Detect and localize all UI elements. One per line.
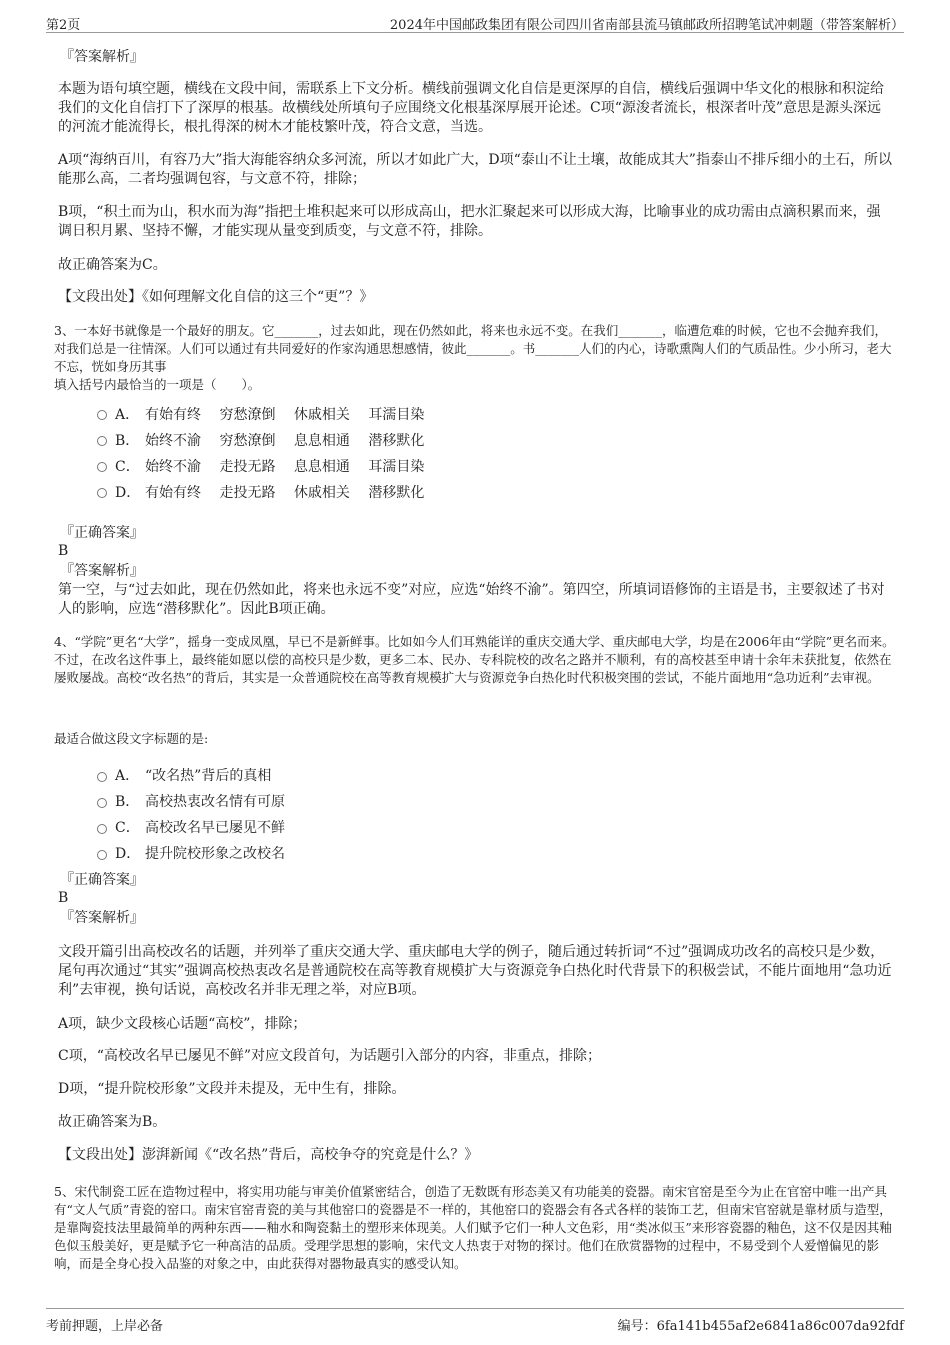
q3-option-d[interactable] bbox=[115, 482, 515, 502]
q4-source: 【文段出处】澎湃新闻《“改名热”背后，高校争夺的究竟是什么？》 bbox=[58, 1147, 479, 1163]
q3-option-b-radio[interactable] bbox=[97, 436, 107, 446]
q4-option-d[interactable] bbox=[115, 843, 415, 863]
q4-stem: 4、“学院”更名“大学”，摇身一变成凤凰，早已不是新鲜事。比如如今人们耳熟能详的重庆交通大学、重庆邮电大学，均是在2006年由“学院”更名而来。不过，在改名这件事上，最终能如愿以偿的高校只是少数，更多二本、民办、专科院校的改名之路并不顺利，有的高校甚至申请十余年未获批复，依然在屡败屡战。高校“改名热”的背后，其实是一众普通院校在高等教育规模扩大与资源竞争白热化时代积极突围的尝试，不能片面地用“急功近利”去审视。 bbox=[54, 634, 895, 685]
q4-answer: B bbox=[58, 890, 69, 906]
q3-prompt: 填入括号内最恰当的一项是（ ）。 bbox=[54, 377, 261, 392]
option-label: B． bbox=[115, 794, 140, 810]
q3-option-a[interactable] bbox=[115, 404, 515, 424]
q3-stem: 3、一本好书就像是一个最好的朋友。它_______，过去如此，现在仍然如此，将来也永远不变。在我们_______，临遭危难的时候，它也不会抛弃我们，对我们总是一往情深。人们可以通过有共同爱好的作家沟通思想感情，彼此_______。书_______人们的内心，诗歌熏陶人们的气质品性。少小所习，老大不忘，恍如身历其事 bbox=[54, 323, 892, 374]
q4-analysis-para2: A项，缺少文段核心话题“高校”，排除； bbox=[58, 1016, 307, 1032]
option-text: 高校改名早已屡见不鲜 bbox=[145, 820, 285, 836]
document-title: 2024年中国邮政集团有限公司四川省南部县流马镇邮政所招聘笔试冲刺题（带答案解析） bbox=[389, 18, 904, 33]
q4-analysis-para3: C项，“高校改名早已屡见不鲜”对应文段首句，为话题引入部分的内容，非重点，排除； bbox=[58, 1048, 602, 1064]
q2-conclusion: 故正确答案为C。 bbox=[58, 257, 167, 273]
page-header bbox=[46, 10, 904, 33]
option-text: 有始有终 穷愁潦倒 休戚相关 耳濡目染 bbox=[145, 407, 425, 423]
q4-option-b[interactable] bbox=[115, 791, 415, 811]
q4-option-c[interactable] bbox=[115, 817, 415, 837]
q4-option-a[interactable] bbox=[115, 765, 415, 785]
option-text: 始终不渝 穷愁潦倒 息息相通 潜移默化 bbox=[145, 433, 425, 449]
q4-analysis-heading: 『答案解析』 bbox=[60, 910, 144, 926]
q3-option-d-radio[interactable] bbox=[97, 488, 107, 498]
q4-option-a-radio[interactable] bbox=[97, 772, 107, 782]
q2-analysis-heading: 『答案解析』 bbox=[60, 49, 144, 65]
q4-conclusion: 故正确答案为B。 bbox=[58, 1114, 167, 1130]
option-text: 高校热衷改名情有可原 bbox=[145, 794, 285, 810]
q2-source: 【文段出处】《如何理解文化自信的这三个“更”？》 bbox=[58, 289, 374, 305]
document-code: 编号：6fa141b455af2e6841a86c007da92fdf bbox=[617, 1319, 904, 1334]
q4-prompt: 最适合做这段文字标题的是: bbox=[54, 731, 209, 746]
option-label: D． bbox=[115, 485, 141, 501]
option-text: 始终不渝 走投无路 息息相通 耳濡目染 bbox=[145, 459, 425, 475]
option-label: A． bbox=[115, 768, 140, 784]
q3-option-c[interactable] bbox=[115, 456, 515, 476]
option-text: 提升院校形象之改校名 bbox=[145, 846, 285, 862]
option-label: C． bbox=[115, 820, 140, 836]
page-number: 第2页 bbox=[46, 18, 81, 33]
q4-option-b-radio[interactable] bbox=[97, 798, 107, 808]
option-label: B． bbox=[115, 433, 140, 449]
q2-analysis-para2: A项“海纳百川，有容乃大”指大海能容纳众多河流，所以才如此广大，D项“泰山不让土壤，故能成其大”指泰山不排斥细小的土石，所以能那么高，二者均强调包容，与文意不符，排除； bbox=[58, 152, 892, 187]
q4-analysis-para4: D项，“提升院校形象”文段并未提及，无中生有，排除。 bbox=[58, 1081, 406, 1097]
q3-option-b[interactable] bbox=[115, 430, 515, 450]
footer-slogan: 考前押题，上岸必备 bbox=[46, 1319, 164, 1334]
q5-stem: 5、宋代制瓷工匠在造物过程中，将实用功能与审美价值紧密结合，创造了无数既有形态美又有功能美的瓷器。南宋官窑是至今为止在官窑中唯一出产具有“文人气质”青瓷的窑口。南宋官窑青瓷的美与其他窑口的瓷器是不一样的，其他窑口的瓷器会有各式各样的装饰工艺，但南宋官窑就是靠材质与造型，是靠陶瓷技法里最简单的两种东西——釉水和陶瓷黏土的塑形来体现美。人们赋予它们一种人文色彩，用“类冰似玉”来形容瓷器的釉色，这不仅是因其釉色似玉般美好，更是赋予它一种高洁的品质。受理学思想的影响，宋代文人热衷于对物的探讨。他们在欣赏器物的过程中，不易受到个人爱憎偏见的影响，而是全身心投入品鉴的对象之中，由此获得对器物最真实的感受认知。 bbox=[54, 1184, 892, 1271]
q3-option-a-radio[interactable] bbox=[97, 410, 107, 420]
q4-option-d-radio[interactable] bbox=[97, 850, 107, 860]
option-label: D． bbox=[115, 846, 141, 862]
page-footer bbox=[46, 1308, 904, 1333]
q3-option-c-radio[interactable] bbox=[97, 462, 107, 472]
q4-answer-heading: 『正确答案』 bbox=[60, 872, 144, 888]
q3-answer: B bbox=[58, 543, 69, 559]
q3-analysis-heading: 『答案解析』 bbox=[60, 563, 144, 579]
q2-analysis-para3: B项，“积土而为山，积水而为海”指把土堆积起来可以形成高山，把水汇聚起来可以形成大海，比喻事业的成功需由点滴积累而来，强调日积月累、坚持不懈，才能实现从量变到质变，与文意不符，排除。 bbox=[58, 204, 881, 239]
option-text: “改名热”背后的真相 bbox=[145, 768, 272, 784]
q2-analysis-para1: 本题为语句填空题，横线在文段中间，需联系上下文分析。横线前强调文化自信是更深厚的自信，横线后强调中华文化的根脉和积淀给我们的文化自信打下了深厚的根基。故横线处所填句子应围绕文化根基深厚展开论述。C项“源浚者流长，根深者叶茂”意思是源头深远的河流才能流得长，根扎得深的树木才能枝繁叶茂，符合文意，当选。 bbox=[58, 81, 884, 135]
q4-analysis-para1: 文段开篇引出高校改名的话题，并列举了重庆交通大学、重庆邮电大学的例子，随后通过转折词“不过”强调成功改名的高校只是少数，尾句再次通过“其实”强调高校热衷改名是普通院校在高等教育规模扩大与资源竞争白热化时代背景下的积极尝试，不能片面地用“急功近利”去审视，换句话说，高校改名并非无理之举，对应B项。 bbox=[58, 944, 892, 998]
option-label: A． bbox=[115, 407, 140, 423]
option-text: 有始有终 走投无路 休戚相关 潜移默化 bbox=[145, 485, 425, 501]
option-label: C． bbox=[115, 459, 140, 475]
q3-analysis: 第一空，与“过去如此，现在仍然如此，将来也永远不变”对应，应选“始终不渝”。第四空，所填词语修饰的主语是书，主要叙述了书对人的影响，应选“潜移默化”。因此B项正确。 bbox=[58, 582, 885, 617]
q3-answer-heading: 『正确答案』 bbox=[60, 525, 144, 541]
q4-option-c-radio[interactable] bbox=[97, 824, 107, 834]
